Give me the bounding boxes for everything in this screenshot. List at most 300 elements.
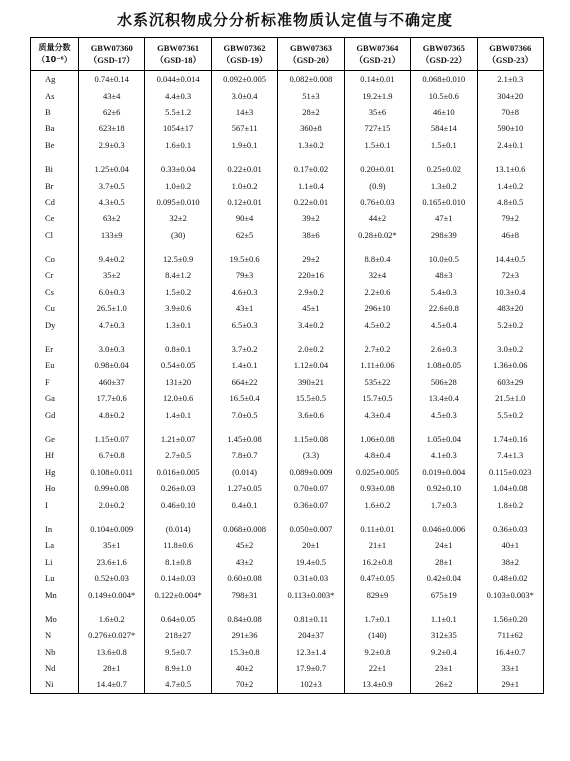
value-cell: 39±2 [278, 210, 344, 226]
value-cell: (0.014) [211, 464, 277, 480]
value-cell: 3.7±0.5 [79, 177, 145, 193]
table-row [31, 586, 544, 602]
value-cell: 7.0±0.5 [211, 406, 277, 422]
value-cell: 623±18 [79, 120, 145, 136]
value-cell: 1.15±0.08 [278, 431, 344, 447]
value-cell: 0.92±0.10 [411, 480, 477, 496]
table-row [31, 227, 544, 243]
value-cell: 1.21±0.07 [145, 431, 211, 447]
spacer-cell [145, 153, 211, 161]
value-cell: 43±2 [211, 554, 277, 570]
value-cell: 17.9±0.7 [278, 660, 344, 676]
value-cell: 1.36±0.06 [477, 357, 543, 373]
value-cell: 9.4±0.2 [79, 251, 145, 267]
spacer-cell [278, 153, 344, 161]
element-cell: Mo [31, 611, 79, 627]
value-cell: 0.42±0.04 [411, 570, 477, 586]
value-cell: 0.068±0.008 [211, 521, 277, 537]
table-row [31, 496, 544, 512]
value-cell: 0.20±0.01 [344, 161, 410, 177]
spacer-cell [79, 243, 145, 251]
element-cell: Hf [31, 447, 79, 463]
value-cell: 11.8±0.6 [145, 537, 211, 553]
value-cell: 0.48±0.02 [477, 570, 543, 586]
spacer-cell [31, 333, 79, 341]
column-code: GBW07363 [289, 43, 332, 53]
value-cell: 45±1 [278, 300, 344, 316]
value-cell: 12.0±0.6 [145, 390, 211, 406]
value-cell: 14.4±0.7 [79, 676, 145, 693]
spacer-cell [31, 423, 79, 431]
value-cell: 3.9±0.6 [145, 300, 211, 316]
table-row [31, 194, 544, 210]
value-cell: 1.7±0.3 [411, 496, 477, 512]
value-cell: 0.108±0.011 [79, 464, 145, 480]
table-row [31, 480, 544, 496]
value-cell: 20±1 [278, 537, 344, 553]
value-cell: 9.2±0.4 [411, 644, 477, 660]
value-cell: 4.3±0.5 [79, 194, 145, 210]
value-cell: 35±2 [79, 267, 145, 283]
value-cell: 3.0±0.3 [79, 341, 145, 357]
value-cell: 312±35 [411, 627, 477, 643]
column-header [344, 38, 410, 71]
value-cell: 2.4±0.1 [477, 137, 543, 153]
value-cell: 3.0±0.4 [211, 87, 277, 103]
value-cell: 13.1±0.6 [477, 161, 543, 177]
element-cell: Cl [31, 227, 79, 243]
spacer-cell [145, 243, 211, 251]
element-cell: Ga [31, 390, 79, 406]
value-cell: 38±2 [477, 554, 543, 570]
spacer-cell [145, 513, 211, 521]
value-cell: 0.25±0.02 [411, 161, 477, 177]
column-header [411, 38, 477, 71]
table-row [31, 374, 544, 390]
table-row [31, 660, 544, 676]
value-cell: 0.165±0.010 [411, 194, 477, 210]
value-cell: 8.8±0.4 [344, 251, 410, 267]
table-row [31, 120, 544, 136]
spacer-cell [31, 153, 79, 161]
value-cell: 62±5 [211, 227, 277, 243]
table-row [31, 406, 544, 422]
value-cell: 1.45±0.08 [211, 431, 277, 447]
column-header [477, 38, 543, 71]
value-cell: 14±3 [211, 104, 277, 120]
value-cell: 70±2 [211, 676, 277, 693]
value-cell: 4.1±0.3 [411, 447, 477, 463]
value-cell: 4.4±0.3 [145, 87, 211, 103]
spacer-cell [145, 603, 211, 611]
spacer-cell [411, 153, 477, 161]
value-cell: 46±10 [411, 104, 477, 120]
column-header [211, 38, 277, 71]
element-cell: Be [31, 137, 79, 153]
value-cell: 29±2 [278, 251, 344, 267]
value-cell: 1.3±0.2 [411, 177, 477, 193]
value-cell: 2.9±0.3 [79, 137, 145, 153]
value-cell: 22±1 [344, 660, 410, 676]
value-cell: 1.25±0.04 [79, 161, 145, 177]
value-cell: 4.5±0.2 [344, 316, 410, 332]
value-cell: 13.4±0.4 [411, 390, 477, 406]
value-cell: 16.4±0.7 [477, 644, 543, 660]
value-cell: 32±4 [344, 267, 410, 283]
value-cell: 1.1±0.1 [411, 611, 477, 627]
value-cell: (30) [145, 227, 211, 243]
value-cell: 798±31 [211, 586, 277, 602]
value-cell: 711±62 [477, 627, 543, 643]
spacer-cell [411, 333, 477, 341]
element-cell: Hg [31, 464, 79, 480]
value-cell: 15.5±0.5 [278, 390, 344, 406]
element-cell: Eu [31, 357, 79, 373]
value-cell: 10.0±0.5 [411, 251, 477, 267]
element-cell: Er [31, 341, 79, 357]
value-cell: 1.6±0.2 [344, 496, 410, 512]
value-cell: 1.74±0.16 [477, 431, 543, 447]
element-cell: Cd [31, 194, 79, 210]
value-cell: 6.5±0.3 [211, 316, 277, 332]
table-row [31, 537, 544, 553]
value-cell: 0.64±0.05 [145, 611, 211, 627]
value-cell: 79±3 [211, 267, 277, 283]
column-sub: （GSD-21） [354, 55, 401, 65]
spacer-cell [211, 603, 277, 611]
group-spacer [31, 153, 544, 161]
column-code: GBW07361 [157, 43, 200, 53]
spacer-cell [278, 243, 344, 251]
value-cell: 0.115±0.023 [477, 464, 543, 480]
spacer-cell [31, 513, 79, 521]
spacer-cell [211, 333, 277, 341]
value-cell: 2.1±0.3 [477, 71, 543, 88]
value-cell: 0.12±0.01 [211, 194, 277, 210]
value-cell: 15.3±0.8 [211, 644, 277, 660]
group-spacer [31, 603, 544, 611]
value-cell: 603±29 [477, 374, 543, 390]
value-cell: 829±9 [344, 586, 410, 602]
spacer-cell [477, 423, 543, 431]
value-cell: 2.7±0.2 [344, 341, 410, 357]
value-cell: 4.8±0.4 [344, 447, 410, 463]
value-cell: 0.050±0.007 [278, 521, 344, 537]
value-cell: 220±16 [278, 267, 344, 283]
table-row [31, 611, 544, 627]
value-cell: 1.7±0.1 [344, 611, 410, 627]
value-cell: 1.5±0.1 [411, 137, 477, 153]
value-cell: 0.104±0.009 [79, 521, 145, 537]
value-cell: 3.7±0.2 [211, 341, 277, 357]
value-cell: 24±1 [411, 537, 477, 553]
value-cell: 1.3±0.1 [145, 316, 211, 332]
element-cell: Li [31, 554, 79, 570]
spacer-cell [411, 603, 477, 611]
column-header [278, 38, 344, 71]
value-cell: 0.276±0.027* [79, 627, 145, 643]
value-cell: 4.7±0.5 [145, 676, 211, 693]
value-cell: 4.8±0.5 [477, 194, 543, 210]
value-cell: 664±22 [211, 374, 277, 390]
value-cell: 296±10 [344, 300, 410, 316]
value-cell: 10.5±0.6 [411, 87, 477, 103]
value-cell: 19.5±0.6 [211, 251, 277, 267]
value-cell: 506±28 [411, 374, 477, 390]
value-cell: 9.5±0.7 [145, 644, 211, 660]
column-sub: （GSD-20） [288, 55, 334, 65]
spacer-cell [344, 153, 410, 161]
spacer-cell [31, 603, 79, 611]
value-cell: 4.3±0.4 [344, 406, 410, 422]
value-cell: 8.1±0.8 [145, 554, 211, 570]
value-cell: 23.6±1.6 [79, 554, 145, 570]
column-sub: （GSD-18） [155, 55, 202, 65]
value-cell: 1.08±0.05 [411, 357, 477, 373]
value-cell: 1.9±0.1 [211, 137, 277, 153]
value-cell: 38±6 [278, 227, 344, 243]
value-cell: 12.3±1.4 [278, 644, 344, 660]
table-body [31, 71, 544, 694]
value-cell: 4.6±0.3 [211, 284, 277, 300]
table-row [31, 104, 544, 120]
value-cell: 8.4±1.2 [145, 267, 211, 283]
value-cell: 133±9 [79, 227, 145, 243]
value-cell: 48±3 [411, 267, 477, 283]
value-cell: 5.2±0.2 [477, 316, 543, 332]
table-row [31, 251, 544, 267]
column-header [79, 38, 145, 71]
spacer-cell [477, 513, 543, 521]
value-cell: 1.6±0.1 [145, 137, 211, 153]
value-cell: 675±19 [411, 586, 477, 602]
value-cell: 0.74±0.14 [79, 71, 145, 88]
table-row [31, 284, 544, 300]
value-cell: 0.122±0.004* [145, 586, 211, 602]
column-code: GBW07360 [90, 43, 133, 53]
unit-label: 质量分数 [38, 43, 71, 52]
value-cell: 0.089±0.009 [278, 464, 344, 480]
value-cell: 0.84±0.08 [211, 611, 277, 627]
value-cell: 46±8 [477, 227, 543, 243]
value-cell: 0.70±0.07 [278, 480, 344, 496]
element-cell: Br [31, 177, 79, 193]
value-cell: 43±4 [79, 87, 145, 103]
value-cell: 0.082±0.008 [278, 71, 344, 88]
value-cell: 35±1 [79, 537, 145, 553]
spacer-cell [211, 423, 277, 431]
column-code: GBW07365 [422, 43, 465, 53]
value-cell: 1.06±0.08 [344, 431, 410, 447]
column-sub: （GSD-23） [487, 55, 534, 65]
value-cell: 0.33±0.04 [145, 161, 211, 177]
value-cell: 79±2 [477, 210, 543, 226]
value-cell: 7.4±1.3 [477, 447, 543, 463]
spacer-cell [145, 333, 211, 341]
table-row [31, 390, 544, 406]
value-cell: 17.7±0.6 [79, 390, 145, 406]
element-cell: Ni [31, 676, 79, 693]
value-cell: (140) [344, 627, 410, 643]
value-cell: 0.47±0.05 [344, 570, 410, 586]
value-cell: 535±22 [344, 374, 410, 390]
value-cell: 21±1 [344, 537, 410, 553]
value-cell: 0.14±0.03 [145, 570, 211, 586]
spacer-cell [79, 153, 145, 161]
value-cell: 26.5±1.0 [79, 300, 145, 316]
value-cell: 1.5±0.2 [145, 284, 211, 300]
value-cell: 0.025±0.005 [344, 464, 410, 480]
spacer-cell [411, 423, 477, 431]
value-cell: 0.019±0.004 [411, 464, 477, 480]
table-row [31, 161, 544, 177]
value-cell: 1.11±0.06 [344, 357, 410, 373]
spacer-cell [278, 513, 344, 521]
value-cell: 2.6±0.3 [411, 341, 477, 357]
value-cell: 14.4±0.5 [477, 251, 543, 267]
value-cell: 15.7±0.5 [344, 390, 410, 406]
element-cell: F [31, 374, 79, 390]
spacer-cell [411, 513, 477, 521]
unit-header [31, 38, 79, 71]
value-cell: 0.4±0.1 [211, 496, 277, 512]
value-cell: 131±20 [145, 374, 211, 390]
element-cell: I [31, 496, 79, 512]
value-cell: 45±2 [211, 537, 277, 553]
value-cell: 1.27±0.05 [211, 480, 277, 496]
spacer-cell [278, 423, 344, 431]
value-cell: 4.7±0.3 [79, 316, 145, 332]
table-row [31, 300, 544, 316]
element-cell: Mn [31, 586, 79, 602]
value-cell: 33±1 [477, 660, 543, 676]
table-row [31, 644, 544, 660]
value-cell: 10.3±0.4 [477, 284, 543, 300]
table-row [31, 431, 544, 447]
reference-values-table [30, 37, 544, 694]
value-cell: 0.36±0.07 [278, 496, 344, 512]
value-cell: 40±2 [211, 660, 277, 676]
value-cell: 2.0±0.2 [278, 341, 344, 357]
value-cell: 0.99±0.08 [79, 480, 145, 496]
spacer-cell [79, 513, 145, 521]
value-cell: 4.5±0.4 [411, 316, 477, 332]
value-cell: 13.4±0.9 [344, 676, 410, 693]
value-cell: 12.5±0.9 [145, 251, 211, 267]
value-cell: 5.4±0.3 [411, 284, 477, 300]
value-cell: 62±6 [79, 104, 145, 120]
element-cell: Ba [31, 120, 79, 136]
element-cell: N [31, 627, 79, 643]
value-cell: 6.0±0.3 [79, 284, 145, 300]
element-cell: Cu [31, 300, 79, 316]
element-cell: Nd [31, 660, 79, 676]
value-cell: 0.54±0.05 [145, 357, 211, 373]
element-cell: As [31, 87, 79, 103]
value-cell: 0.17±0.02 [278, 161, 344, 177]
value-cell: 22.6±0.8 [411, 300, 477, 316]
element-cell: Ag [31, 71, 79, 88]
value-cell: 1.4±0.1 [211, 357, 277, 373]
value-cell: 2.0±0.2 [79, 496, 145, 512]
spacer-cell [79, 333, 145, 341]
column-code: GBW07362 [223, 43, 266, 53]
value-cell: 390±21 [278, 374, 344, 390]
value-cell: 1.1±0.4 [278, 177, 344, 193]
table-row [31, 137, 544, 153]
value-cell: 44±2 [344, 210, 410, 226]
column-sub: （GSD-17） [88, 55, 135, 65]
element-cell: Bi [31, 161, 79, 177]
value-cell: 1.15±0.07 [79, 431, 145, 447]
value-cell: 8.9±1.0 [145, 660, 211, 676]
value-cell: 5.5±1.2 [145, 104, 211, 120]
element-cell: Co [31, 251, 79, 267]
column-sub: （GSD-22） [420, 55, 467, 65]
value-cell: 26±2 [411, 676, 477, 693]
value-cell: 360±8 [278, 120, 344, 136]
column-header [145, 38, 211, 71]
table-row [31, 464, 544, 480]
spacer-cell [278, 603, 344, 611]
value-cell: 460±37 [79, 374, 145, 390]
value-cell: 0.76±0.03 [344, 194, 410, 210]
value-cell: 0.93±0.08 [344, 480, 410, 496]
table-row [31, 267, 544, 283]
value-cell: 4.5±0.3 [411, 406, 477, 422]
table-header-row [31, 38, 544, 71]
value-cell: 204±37 [278, 627, 344, 643]
value-cell: 0.068±0.010 [411, 71, 477, 88]
value-cell: 90±4 [211, 210, 277, 226]
value-cell: 1.6±0.2 [79, 611, 145, 627]
spacer-cell [211, 513, 277, 521]
spacer-cell [477, 153, 543, 161]
element-cell: Lu [31, 570, 79, 586]
spacer-cell [278, 333, 344, 341]
table-row [31, 71, 544, 88]
value-cell: 3.6±0.6 [278, 406, 344, 422]
value-cell: 0.113±0.003* [278, 586, 344, 602]
value-cell: 0.81±0.11 [278, 611, 344, 627]
value-cell: 51±3 [278, 87, 344, 103]
spacer-cell [79, 603, 145, 611]
spacer-cell [344, 513, 410, 521]
value-cell: 218±27 [145, 627, 211, 643]
value-cell: 1.04±0.08 [477, 480, 543, 496]
spacer-cell [344, 603, 410, 611]
value-cell: 16.2±0.8 [344, 554, 410, 570]
value-cell: 13.6±0.8 [79, 644, 145, 660]
group-spacer [31, 513, 544, 521]
column-code: GBW07364 [356, 43, 399, 53]
element-cell: Cs [31, 284, 79, 300]
value-cell: 1.8±0.2 [477, 496, 543, 512]
value-cell: 35±6 [344, 104, 410, 120]
value-cell: 21.5±1.0 [477, 390, 543, 406]
value-cell: 29±1 [477, 676, 543, 693]
value-cell: 298±39 [411, 227, 477, 243]
table-row [31, 357, 544, 373]
page-title: 水系沉积物成分分析标准物质认定值与不确定度 [116, 11, 453, 29]
value-cell: 0.103±0.003* [477, 586, 543, 602]
value-cell: 0.11±0.01 [344, 521, 410, 537]
spacer-cell [211, 153, 277, 161]
value-cell: 0.46±0.10 [145, 496, 211, 512]
table-row [31, 554, 544, 570]
value-cell: 0.31±0.03 [278, 570, 344, 586]
group-spacer [31, 243, 544, 251]
